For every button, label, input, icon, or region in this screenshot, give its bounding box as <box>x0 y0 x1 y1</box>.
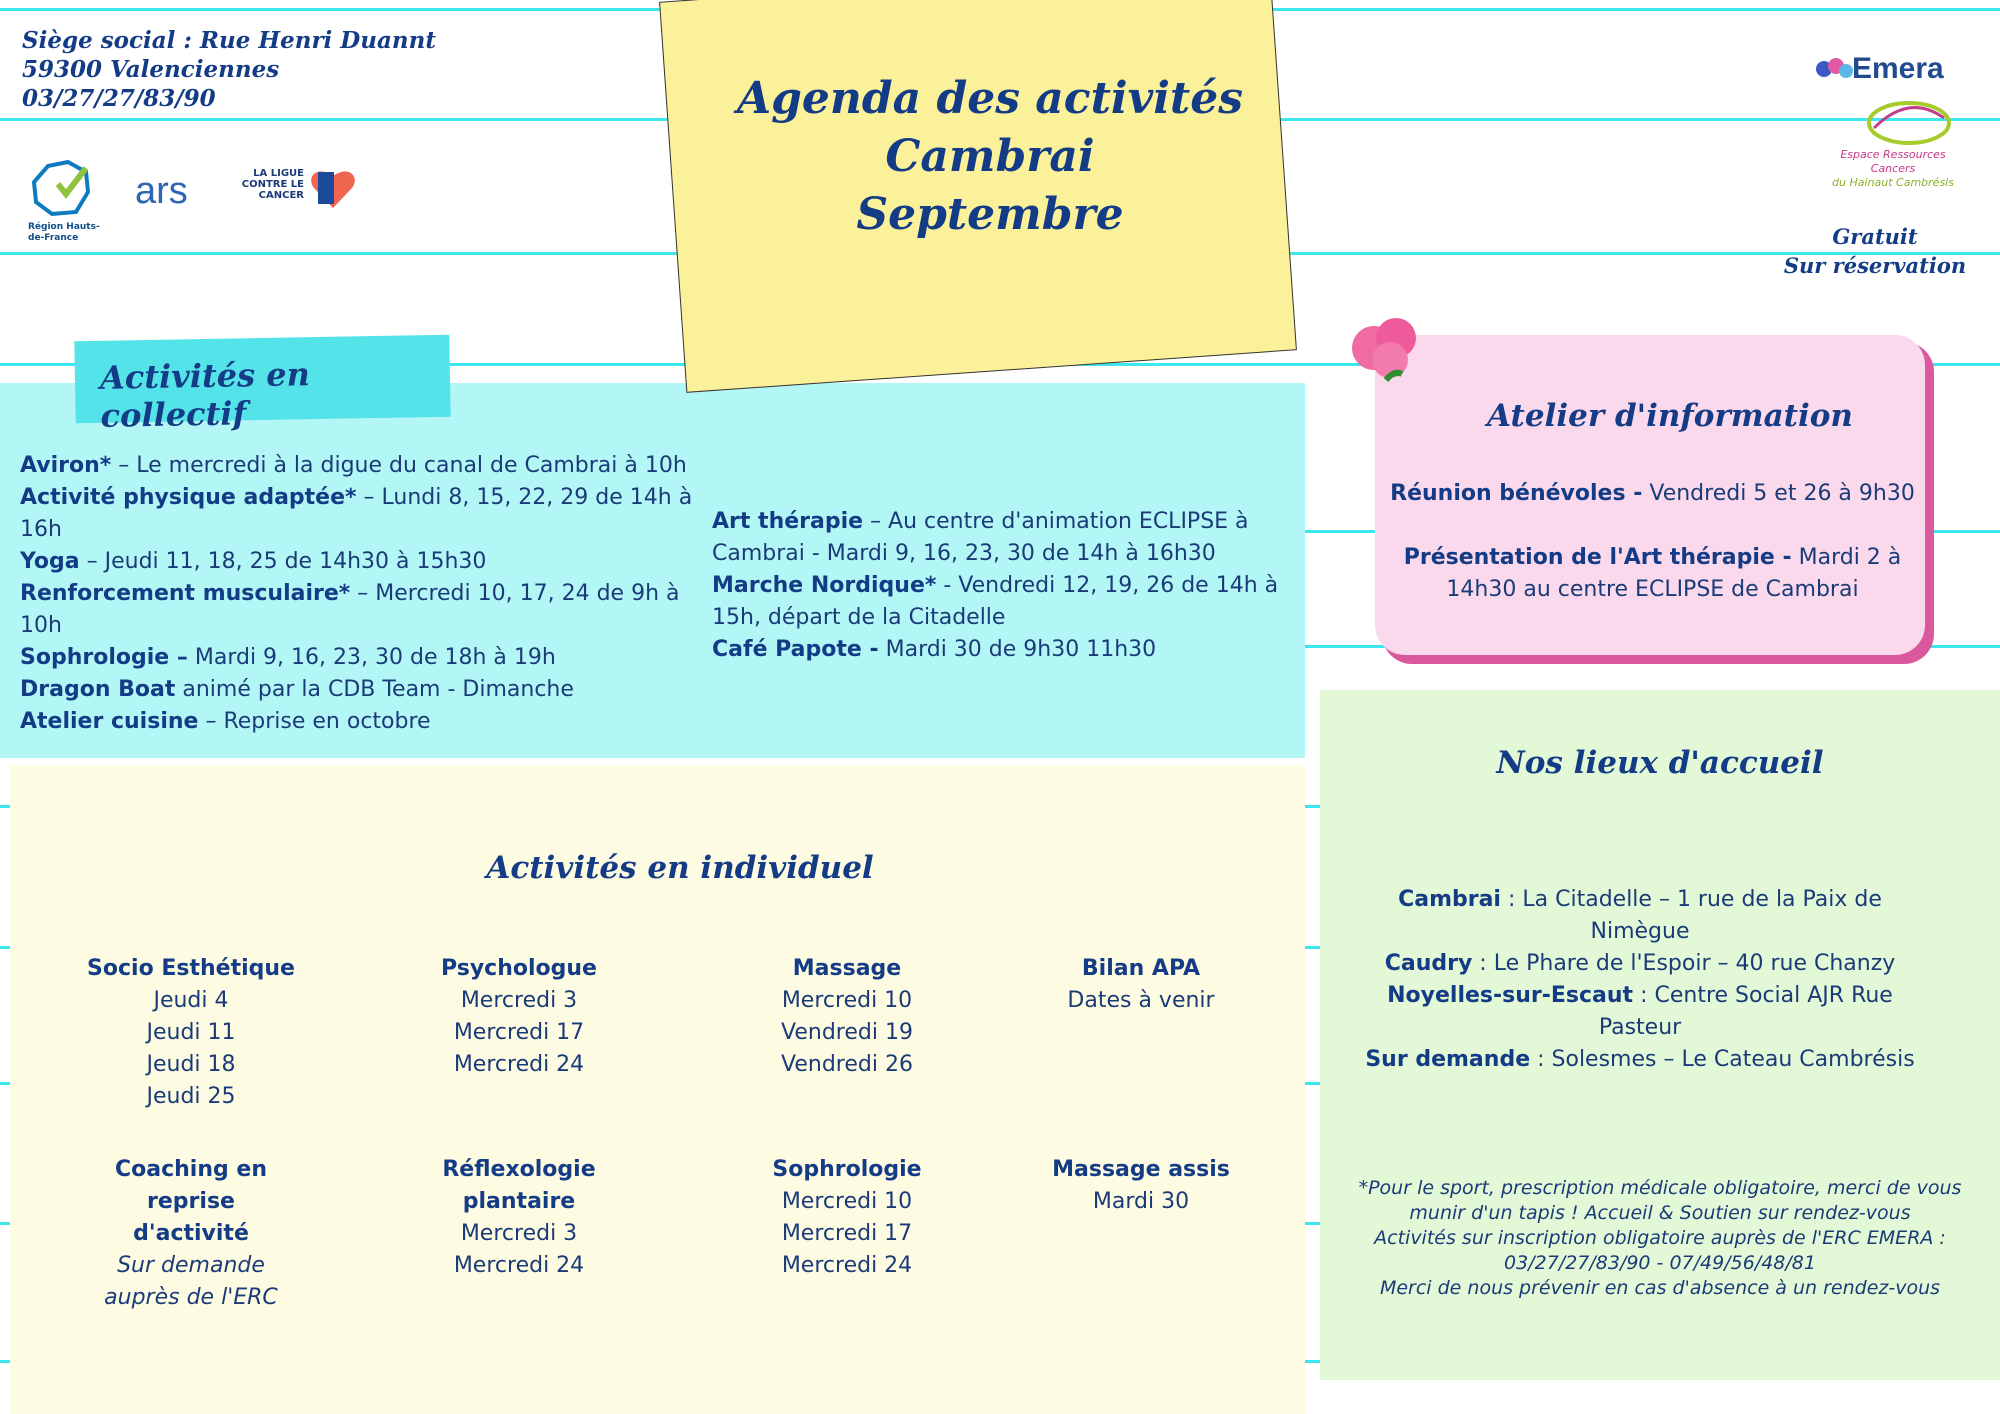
info-title: Atelier d'information <box>1487 398 1853 434</box>
ars-logo: ars <box>135 170 188 212</box>
flower-icon <box>1346 310 1426 392</box>
list-item: Art thérapie – Au centre d'animation ECLIPSE à Cambrai - Mardi 9, 16, 23, 30 de 14h à 16h30 <box>712 509 1249 566</box>
flower-icon <box>1814 56 1854 82</box>
list-item: Caudry : Le Phare de l'Espoir – 40 rue Chanzy <box>1384 951 1896 976</box>
emera-swirl-icon <box>1864 98 1954 148</box>
activity-socio-esthetique: Socio Esthétique Jeudi 4 Jeudi 11 Jeudi 18 Jeudi 25 <box>87 956 295 1109</box>
list-item: Réunion bénévoles - Vendredi 5 et 26 à 9h30 <box>1390 481 1915 506</box>
page-title: Agenda des activités Cambrai Septembre <box>736 73 1244 240</box>
activity-reflexologie: Réflexologie plantaire Mercredi 3 Mercredi 24 <box>442 1157 596 1278</box>
info-list <box>1380 478 1925 606</box>
activity-massage-assis: Massage assis Mardi 30 <box>1052 1157 1230 1214</box>
list-item: Aviron* – Le mercredi à la digue du canal de Cambrai à 10h <box>20 453 687 478</box>
list-item: Noyelles-sur-Escaut : Centre Social AJR Rue Pasteur <box>1387 983 1893 1040</box>
list-item: Renforcement musculaire* – Mercredi 10, 17, 24 de 9h à 10h <box>20 581 680 638</box>
list-item: Dragon Boat animé par la CDB Team - Dimanche <box>20 677 574 702</box>
places-list <box>1360 884 1920 1076</box>
free-reservation-note: Gratuit Sur réservation <box>1783 224 1967 278</box>
collective-title: Activités en collectif <box>99 355 311 435</box>
ligue-contre-cancer-logo: LA LIGUE CONTRE LE CANCER <box>240 168 360 220</box>
footnote: *Pour le sport, prescription médicale obligatoire, merci de vous munir d'un tapis ! Accueil & Soutien sur rendez-vous Activités sur inscription obligatoire auprès de l'ERC EMERA : 03/27/27/83/90 - 07/49/56/48/81 Merci de nous prévenir en cas d'absence à un rendez-vous <box>1358 1177 1962 1299</box>
list-item: Cambrai : La Citadelle – 1 rue de la Paix de Nimègue <box>1398 887 1882 944</box>
activity-coaching: Coaching en reprise d'activité Sur demande auprès de l'ERC <box>104 1157 278 1310</box>
list-item: Sur demande : Solesmes – Le Cateau Cambrésis <box>1365 1047 1915 1072</box>
list-item: Marche Nordique* - Vendredi 12, 19, 26 de 14h à 15h, départ de la Citadelle <box>712 573 1279 630</box>
activity-sophrologie: Sophrologie Mercredi 10 Mercredi 17 Mercredi 24 <box>772 1157 922 1278</box>
france-map-icon <box>28 158 100 218</box>
head-office-address: Siège social : Rue Henri Duannt 59300 Valenciennes 03/27/27/83/90 <box>22 27 436 112</box>
list-item: Yoga – Jeudi 11, 18, 25 de 14h30 à 15h30 <box>20 549 487 574</box>
list-item: Café Papote - Mardi 30 de 9h30 11h30 <box>712 637 1157 662</box>
individual-title: Activités en individuel <box>486 850 874 886</box>
places-title: Nos lieux d'accueil <box>1496 745 1824 781</box>
activity-psychologue: Psychologue Mercredi 3 Mercredi 17 Mercredi 24 <box>441 956 597 1077</box>
collective-right-list <box>712 506 1297 666</box>
collective-title-tape <box>74 335 450 435</box>
region-logo: Région Hauts-de-France <box>28 158 108 240</box>
list-item: Présentation de l'Art thérapie - Mardi 2 à 14h30 au centre ECLIPSE de Cambrai <box>1403 545 1902 602</box>
heart-icon <box>308 164 358 212</box>
activity-massage: Massage Mercredi 10 Vendredi 19 Vendredi 26 <box>781 956 913 1077</box>
list-item: Sophrologie – Mardi 9, 16, 23, 30 de 18h à 19h <box>20 645 556 670</box>
collective-left-list <box>20 450 700 738</box>
emera-logo: Emera Espace Ressources Cancers du Hainaut Cambrésis <box>1808 48 1968 198</box>
activity-bilan-apa: Bilan APA Dates à venir <box>1067 956 1215 1013</box>
list-item: Activité physique adaptée* – Lundi 8, 15, 22, 29 de 14h à 16h <box>20 485 693 542</box>
list-item: Atelier cuisine – Reprise en octobre <box>20 709 431 734</box>
